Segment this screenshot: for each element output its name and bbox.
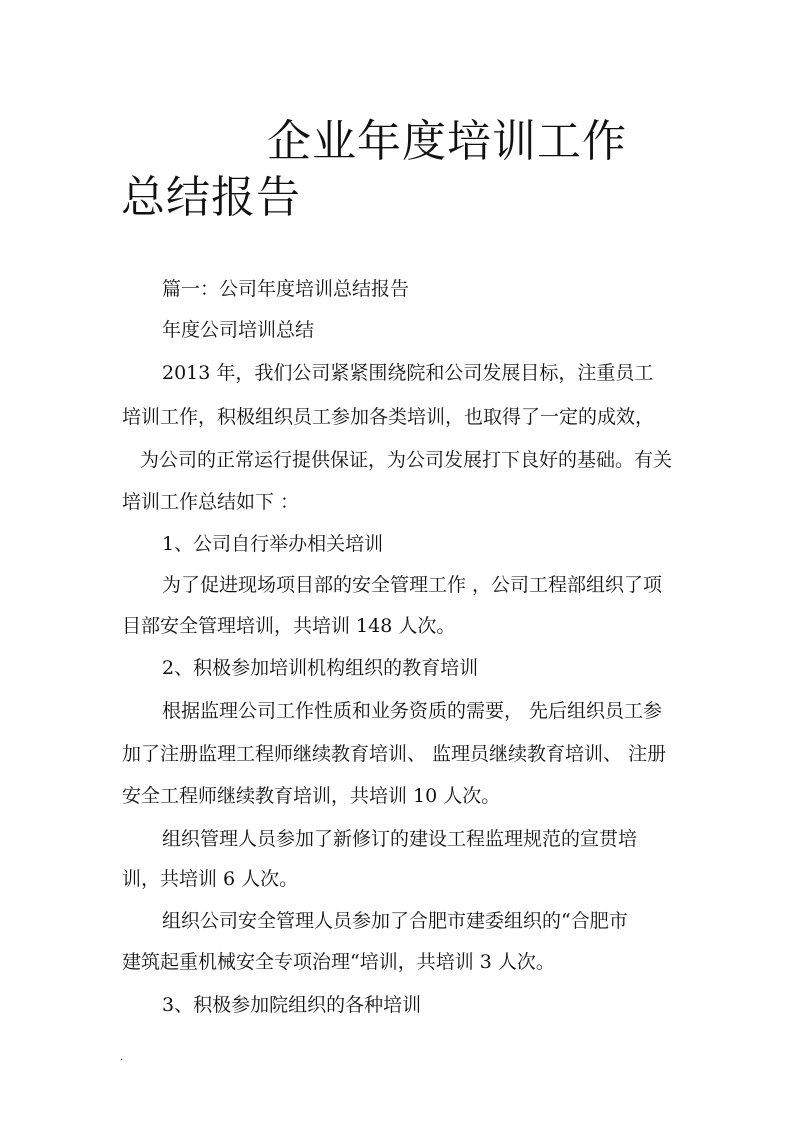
section-2-title: 2、积极参加培训机构组织的教育培训 [162, 657, 479, 679]
page-footer-mark: . [120, 1052, 124, 1063]
section-2-para-1-line-1: 根据监理公司工作性质和业务资质的需要， 先后组织员工参 [162, 700, 663, 722]
heading-article-one: 篇一：公司年度培训总结报告 [162, 278, 410, 300]
intro-line-2: 培训工作，积极组织员工参加各类培训，也取得了一定的成效， [122, 406, 655, 428]
section-2-para-3-line-2: 建筑起重机械安全专项治理“培训，共培训 3 人次。 [122, 951, 555, 973]
section-1-text-line-2: 目部安全管理培训，共培训 148 人次。 [122, 615, 456, 637]
section-1-text-line-1: 为了促进现场项目部的安全管理工作 ，公司工程部组织了项 [162, 574, 663, 596]
document-title-line-1: 企业年度培训工作 [267, 116, 627, 167]
intro-line-1: 2013 年，我们公司紧紧围绕院和公司发展目标，注重员工 [162, 362, 654, 384]
heading-annual-summary: 年度公司培训总结 [162, 319, 315, 341]
section-1-title: 1、公司自行举办相关培训 [162, 533, 384, 555]
section-2-para-2-line-2: 训，共培训 6 人次。 [122, 868, 299, 890]
intro-line-3: 为公司的正常运行提供保证，为公司发展打下良好的基础。有关 [140, 449, 673, 471]
section-2-para-2-line-1: 组织管理人员参加了新修订的建设工程监理规范的宣贯培 [162, 828, 638, 850]
section-2-para-1-line-2: 加了注册监理工程师继续教育培训、 监理员继续教育培训、 注册 [122, 743, 667, 765]
document-title-line-2: 总结报告 [121, 172, 301, 223]
section-3-title: 3、积极参加院组织的各种培训 [162, 994, 422, 1016]
section-2-para-3-line-1: 组织公司安全管理人员参加了合肥市建委组织的“合肥市 [162, 910, 628, 932]
intro-line-4: 培训工作总结如下 ： [122, 491, 300, 513]
section-2-para-1-line-3: 安全工程师继续教育培训，共培训 10 人次。 [122, 785, 501, 807]
